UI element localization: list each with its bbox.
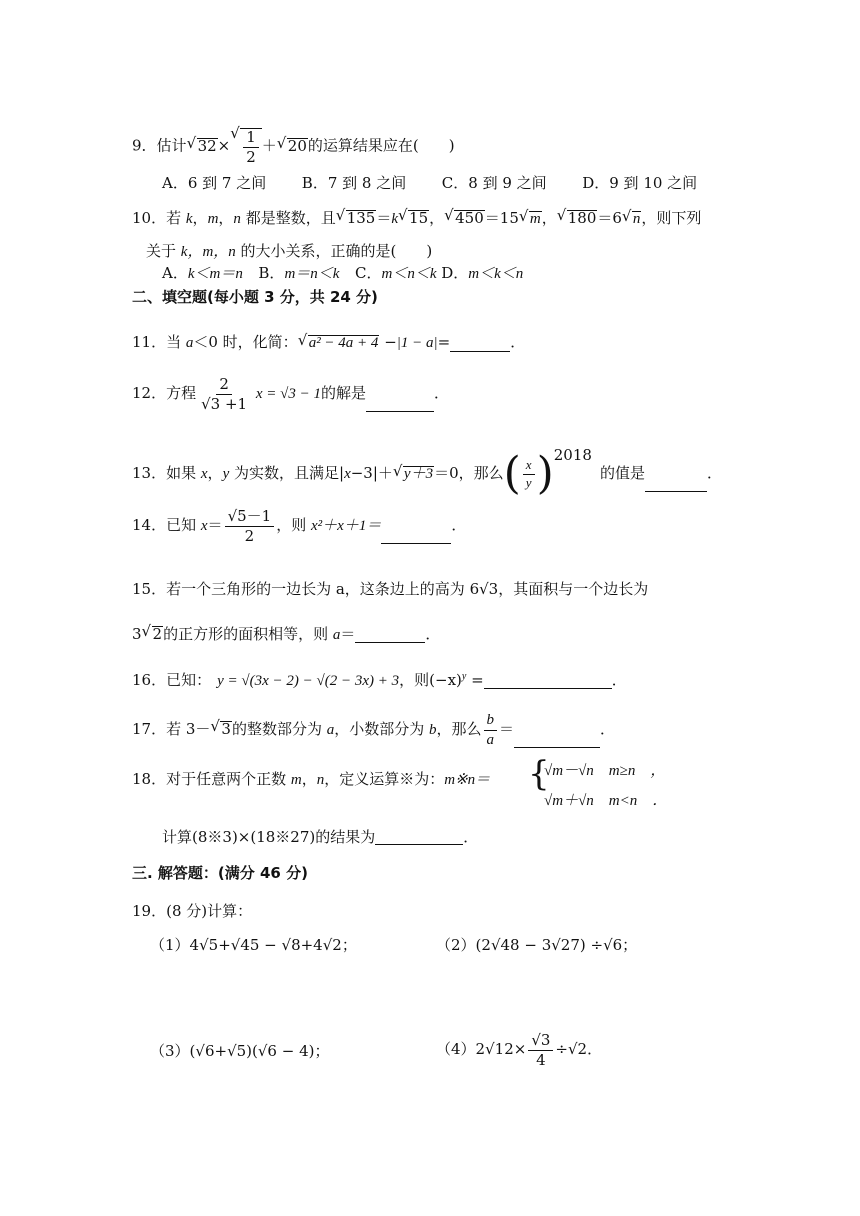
question-17: 17．若 3－√ 3的整数部分为 a，小数部分为 b，那么 $\frac{b}{a}$ ＝ ． [132, 712, 615, 748]
sqrt: √ 2 [143, 626, 164, 643]
answer-blank[interactable] [484, 674, 612, 689]
question-19-part-1: （1）4√5+√45 − √8+4√2； [150, 936, 357, 954]
question-16: 16．已知： y = √(3x − 2) − √(2 − 3x) + 3，则$(-x)^y$ = ． [132, 671, 627, 689]
question-10-options [162, 266, 523, 282]
question-number: 14． [132, 516, 167, 534]
fraction: $\frac{x}{y}$ [523, 458, 535, 490]
sqrt: √ n [623, 211, 642, 228]
question-18-compute: 计算(8※3)×(18※27)的结果为 ． [162, 828, 479, 846]
question-10: 10．若 k，m，n 都是整数，且√ 135＝k√ 15，√ 450＝15√ m，√ 180＝6√ n，则下列 [132, 210, 701, 228]
fraction: $\frac{2}{√3 +1}$ [201, 375, 248, 413]
answer-blank[interactable] [375, 830, 463, 845]
piecewise-case-2: √m＋√n m<n ． [544, 793, 668, 809]
option-b[interactable]: B．7 到 8 之间 [301, 174, 407, 192]
question-19-part-3: （3）(√6+√5)(√6 − 4)； [150, 1042, 330, 1060]
question-15-continued: 3√ 2的正方形的面积相等，则 a＝ ． [132, 626, 440, 643]
answer-blank[interactable] [514, 733, 600, 748]
fraction: √ $\frac{1}{2}$ [243, 129, 259, 165]
option-c[interactable]: C．8 到 9 之间 [441, 174, 547, 192]
sqrt: √ 180 [558, 210, 598, 227]
question-number: 9． [132, 136, 157, 155]
piecewise-brace: { [528, 754, 550, 794]
option-b[interactable]: B．m＝n＜k [258, 264, 340, 282]
question-number: 18． [132, 770, 167, 788]
sqrt: √ 20 [278, 138, 308, 155]
question-13: 13．如果 x，y 为实数，且满足|x−3|＋√ y＋3＝0，那么( $\frac{x}{y}$ )2018的值是 ． [132, 448, 722, 492]
option-d[interactable]: D．m＜k＜n [441, 264, 524, 282]
question-18: 18．对于任意两个正数 m，n，定义运算※为：m※n＝ [132, 770, 491, 788]
fraction: $\frac{√3}{4}$ [528, 1032, 553, 1068]
sqrt: √ y＋3 [394, 466, 434, 483]
fraction: $\frac{√5-1}{2}$ [225, 508, 275, 544]
question-9: 9．估计√ 32× √ $\frac{1}{2}$ ＋√ 20的运算结果应在( ) [132, 128, 455, 165]
option-a[interactable]: A．k＜m＝n [162, 264, 243, 282]
question-number: 13． [132, 464, 167, 482]
question-10-continued: 关于 k，m，n 的大小关系，正确的是( ) [146, 242, 433, 260]
question-14: 14．已知 x＝ $\frac{√5-1}{2}$ ，则 x²＋x＋1＝ ． [132, 507, 467, 545]
section-heading-solutions: 三. 解答题：(满分 46 分) [132, 864, 308, 882]
sqrt: √ 450 [445, 210, 485, 227]
answer-blank[interactable] [355, 628, 425, 643]
question-19-part-4: （4）2√12× $\frac{√3}{4}$ ÷√2． [436, 1031, 603, 1069]
sqrt: √ 3 [211, 721, 232, 738]
sqrt: √ a² − 4a + 4 [299, 335, 380, 352]
section-heading-fill-in: 二、填空题(每小题 3 分，共 24 分) [132, 288, 378, 306]
question-12: 12．方程 $\frac{2}{√3 +1}$ x = √3 − 1的解是 ． [132, 375, 450, 413]
option-a[interactable]: A．6 到 7 之间 [162, 174, 267, 192]
option-d[interactable]: D．9 到 10 之间 [582, 174, 698, 192]
question-number: 12． [132, 384, 167, 402]
sqrt [231, 128, 262, 165]
answer-blank[interactable] [381, 529, 451, 544]
question-19-part-2: （2）(2√48 − 3√27) ÷√6； [436, 936, 638, 954]
question-9-options [162, 176, 697, 191]
answer-blank[interactable] [645, 477, 707, 492]
sqrt: √ 135 [337, 210, 377, 227]
sqrt: √ m [520, 211, 542, 228]
question-number: 11． [132, 333, 167, 351]
question-15: 15．若一个三角形的一边长为 a，这条边上的高为 6√3，其面积与一个边长为 [132, 580, 649, 598]
question-11: 11．当 a＜0 时，化简：√ a² − 4a + 4 −|1 − a|= ． [132, 335, 525, 352]
piecewise-case-1: √m－√n m≥n ， [544, 763, 666, 779]
sqrt: √ 15 [399, 210, 429, 227]
answer-blank[interactable] [450, 337, 510, 352]
question-number: 16． [132, 671, 167, 689]
sqrt: √ 32 [188, 138, 218, 155]
option-c[interactable]: C．m＜n＜k [355, 264, 437, 282]
question-number: 10． [132, 209, 167, 227]
fraction: $\frac{b}{a}$ [484, 712, 498, 748]
question-number: 17． [132, 720, 167, 738]
question-19: 19．(8 分)计算： [132, 902, 253, 920]
question-number: 15． [132, 580, 167, 598]
answer-blank[interactable] [366, 397, 434, 412]
